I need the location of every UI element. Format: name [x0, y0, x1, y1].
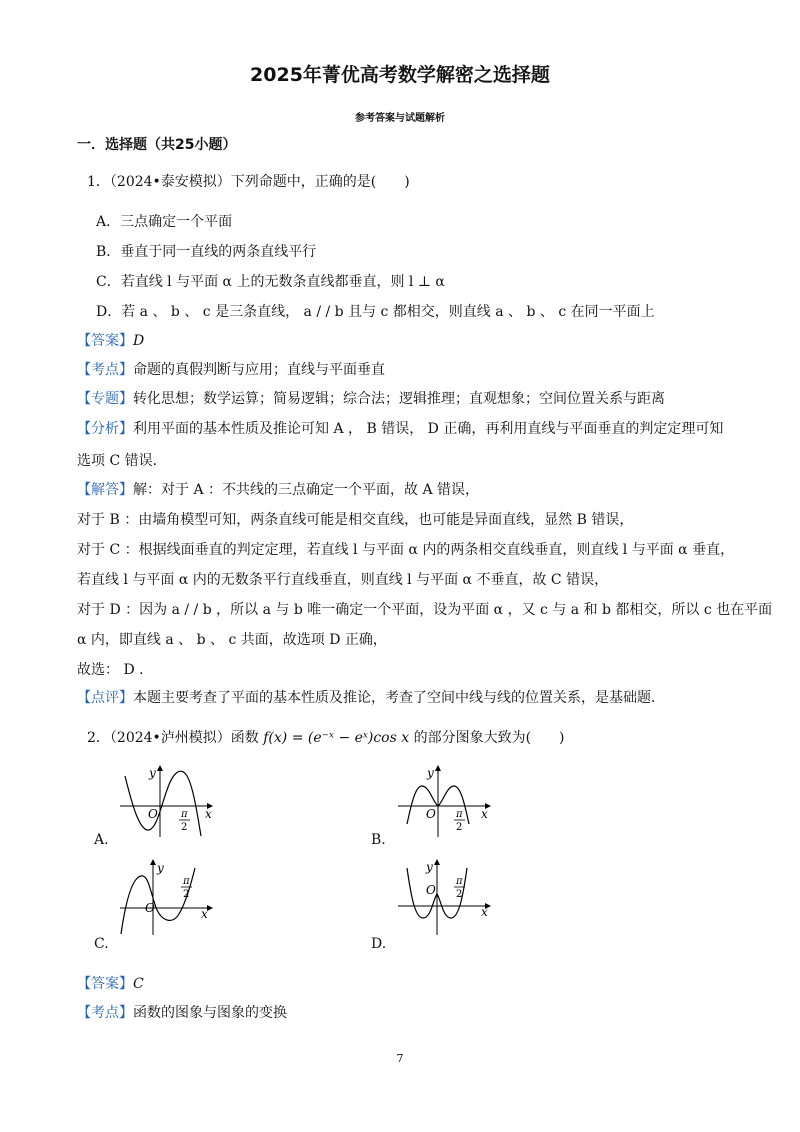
document-subtitle: 参考答案与试题解析: [355, 113, 445, 124]
graph-d: [393, 856, 493, 936]
q1-option-c: C．若直线 l 与平面 α 上的无数条直线都垂直，则 l ⊥ α: [96, 274, 445, 290]
x-axis-label: x: [205, 807, 212, 821]
y-axis-label: y: [149, 766, 156, 780]
graph-b-label: B.: [371, 832, 386, 848]
q1-dianping-row: [77, 688, 665, 708]
pi-label: π: [181, 809, 188, 820]
jieda-line-5: 对于 D ：因为 a / / b ，所以 a 与 b 唯一确定一个平面，设为平面 α ，又 c 与 a 和 b 都相交，所以 c 也在平面: [77, 602, 773, 618]
answer-tag: 【答案】: [77, 333, 133, 349]
origin-label: O: [145, 901, 155, 915]
jieda-line-7: 故选： D ．: [77, 662, 154, 678]
jieda-line-1: 解：对于 A ：不共线的三点确定一个平面，故 A 错误，: [133, 482, 480, 498]
fenxi-tag: 【分析】: [77, 421, 133, 437]
kaodian-tag: 【考点】: [77, 1005, 133, 1021]
q2-stem-suffix: 的部分图象大致为( ): [413, 730, 565, 746]
jieda-line-6: α 内，即直线 a 、 b 、 c 共面，故选项 D 正确，: [77, 632, 387, 648]
section-heading: 一．选择题（共25小题）: [77, 137, 237, 153]
y-axis-label: y: [427, 766, 434, 780]
q1-option-b: B．垂直于同一直线的两条直线平行: [96, 244, 317, 260]
two-label: 2: [181, 822, 188, 833]
y-axis-label: y: [426, 860, 433, 874]
q2-answer-row: [77, 974, 144, 994]
q1-option-d: D．若 a 、 b 、 c 是三条直线， a / / b 且与 c 都相交，则直线 a 、 b 、 c 在同一平面上: [96, 304, 655, 320]
page-number: 7: [396, 1052, 404, 1065]
jieda-line-4: 若直线 l 与平面 α 内的无数条平行直线垂直，则直线 l 与平面 α 不垂直，故 C 错误，: [77, 572, 609, 588]
q1-zhuanti-row: [77, 389, 665, 409]
origin-label: O: [426, 807, 436, 821]
kaodian-text: 函数的图象与图象的变换: [133, 1005, 287, 1021]
q1-fenxi-row: [77, 419, 723, 439]
q1-option-a: A．三点确定一个平面: [96, 214, 233, 230]
jieda-tag: 【解答】: [77, 482, 133, 498]
graph-c: [115, 856, 220, 936]
jieda-line-2: 对于 B ：由墙角模型可知，两条直线可能是相交直线，也可能是异面直线，显然 B 错误，: [77, 512, 634, 528]
y-axis-label: y: [157, 861, 164, 875]
dianping-text: 本题主要考查了平面的基本性质及推论，考查了空间中线与线的位置关系，是基础题．: [133, 690, 665, 706]
q1-answer-row: [77, 331, 144, 351]
q1-stem: 1．（2024•泰安模拟）下列命题中，正确的是( ): [87, 174, 410, 190]
pi-label: π: [456, 876, 463, 887]
two-label: 2: [456, 822, 463, 833]
graph-c-label: C.: [94, 936, 109, 952]
origin-label: O: [426, 883, 436, 897]
q1-fenxi-line2: 选项 C 错误．: [77, 453, 167, 469]
graph-b: [393, 762, 493, 838]
q1-jieda-row: [77, 480, 479, 500]
x-axis-label: x: [481, 905, 488, 919]
two-label: 2: [183, 889, 190, 900]
q2-kaodian-row: [77, 1003, 287, 1023]
graph-a: [115, 762, 220, 838]
x-axis-label: x: [201, 907, 208, 921]
answer-value: D: [133, 333, 145, 349]
x-axis-label: x: [481, 807, 488, 821]
two-label: 2: [456, 889, 463, 900]
q1-kaodian-row: [77, 360, 385, 380]
zhuanti-tag: 【专题】: [77, 391, 133, 407]
graph-d-label: D.: [371, 936, 387, 952]
pi-label: π: [456, 809, 463, 820]
kaodian-text: 命题的真假判断与应用；直线与平面垂直: [133, 362, 385, 378]
kaodian-tag: 【考点】: [77, 362, 133, 378]
answer-value: C: [133, 976, 144, 992]
origin-label: O: [148, 807, 158, 821]
dianping-tag: 【点评】: [77, 690, 133, 706]
pi-label: π: [183, 876, 190, 887]
answer-tag: 【答案】: [77, 976, 133, 992]
document-title: 2025年菁优高考数学解密之选择题: [250, 64, 550, 86]
q2-stem-prefix: 2．（2024•泸州模拟）函数: [87, 730, 259, 746]
q2-formula: f(x) = (e⁻ˣ − eˣ)cos x: [263, 730, 410, 746]
fenxi-text-1: 利用平面的基本性质及推论可知 A ， B 错误， D 正确，再利用直线与平面垂直的判定定理可知: [133, 421, 724, 437]
graph-a-label: A.: [94, 832, 109, 848]
jieda-line-3: 对于 C ：根据线面垂直的判定定理，若直线 l 与平面 α 内的两条相交直线垂直，则直线 l 与平面 α 垂直，: [77, 542, 735, 558]
zhuanti-text: 转化思想；数学运算；简易逻辑；综合法；逻辑推理；直观想象；空间位置关系与距离: [133, 391, 665, 407]
q2-stem: [87, 728, 565, 748]
